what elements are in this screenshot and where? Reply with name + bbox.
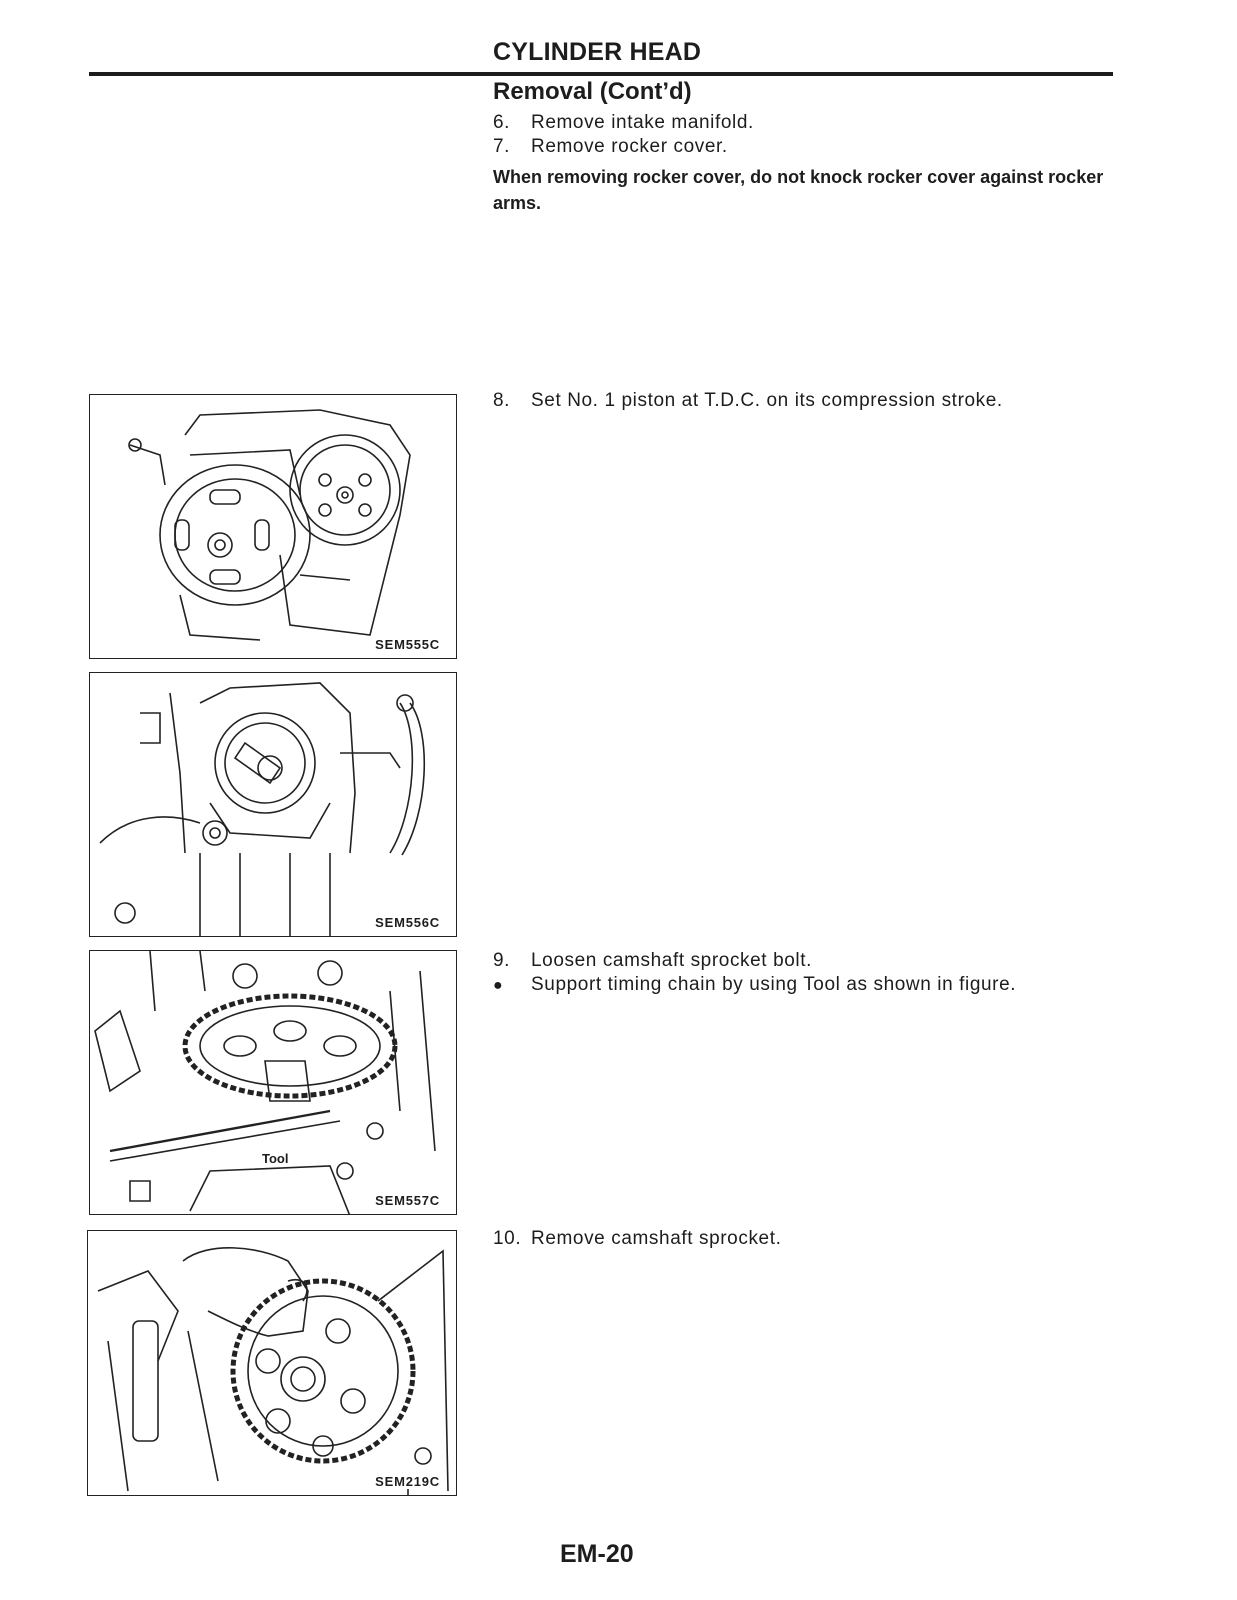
step-number: 7. — [493, 136, 511, 157]
step-text: Loosen camshaft sprocket bolt. — [531, 950, 812, 971]
step-7 — [493, 136, 728, 158]
timing-chain-illustration — [90, 951, 457, 1215]
figure-label: SEM219C — [375, 1474, 440, 1489]
figure-timing-chain-tool — [89, 950, 457, 1215]
page-number: EM-20 — [560, 1540, 634, 1568]
figure-distributor-rotor — [89, 672, 457, 937]
engine-pulley-illustration — [90, 395, 457, 659]
step-9-bullet — [493, 974, 1016, 996]
section-title: CYLINDER HEAD — [493, 38, 702, 66]
figure-label: SEM555C — [375, 637, 440, 652]
figure-label: SEM557C — [375, 1193, 440, 1208]
step-10 — [493, 1228, 781, 1250]
step-6 — [493, 112, 754, 134]
step-text: Remove intake manifold. — [531, 112, 754, 133]
camshaft-sprocket-illustration — [88, 1231, 457, 1496]
step-text: Remove camshaft sprocket. — [531, 1228, 782, 1249]
step-number: 10. — [493, 1228, 522, 1249]
distributor-illustration — [90, 673, 457, 937]
figure-label: SEM556C — [375, 915, 440, 930]
warning-note: When removing rocker cover, do not knock rocker cover against rocker arms. — [493, 167, 1104, 213]
header-rule — [89, 72, 1113, 76]
step-9 — [493, 950, 812, 972]
tool-callout: Tool — [262, 1151, 289, 1166]
step-text: Remove rocker cover. — [531, 136, 728, 157]
step-text: Support timing chain by using Tool as shown in figure. — [531, 974, 1017, 995]
step-number: 8. — [493, 390, 511, 411]
step-number: 6. — [493, 112, 511, 133]
subtitle: Removal (Cont’d) — [493, 78, 692, 105]
figure-camshaft-sprocket — [87, 1230, 457, 1496]
step-number: 9. — [493, 950, 511, 971]
bullet-icon: ● — [493, 977, 504, 994]
figure-engine-pulleys — [89, 394, 457, 659]
step-8 — [493, 390, 1003, 412]
step-text: Set No. 1 piston at T.D.C. on its compression stroke. — [531, 390, 1003, 411]
